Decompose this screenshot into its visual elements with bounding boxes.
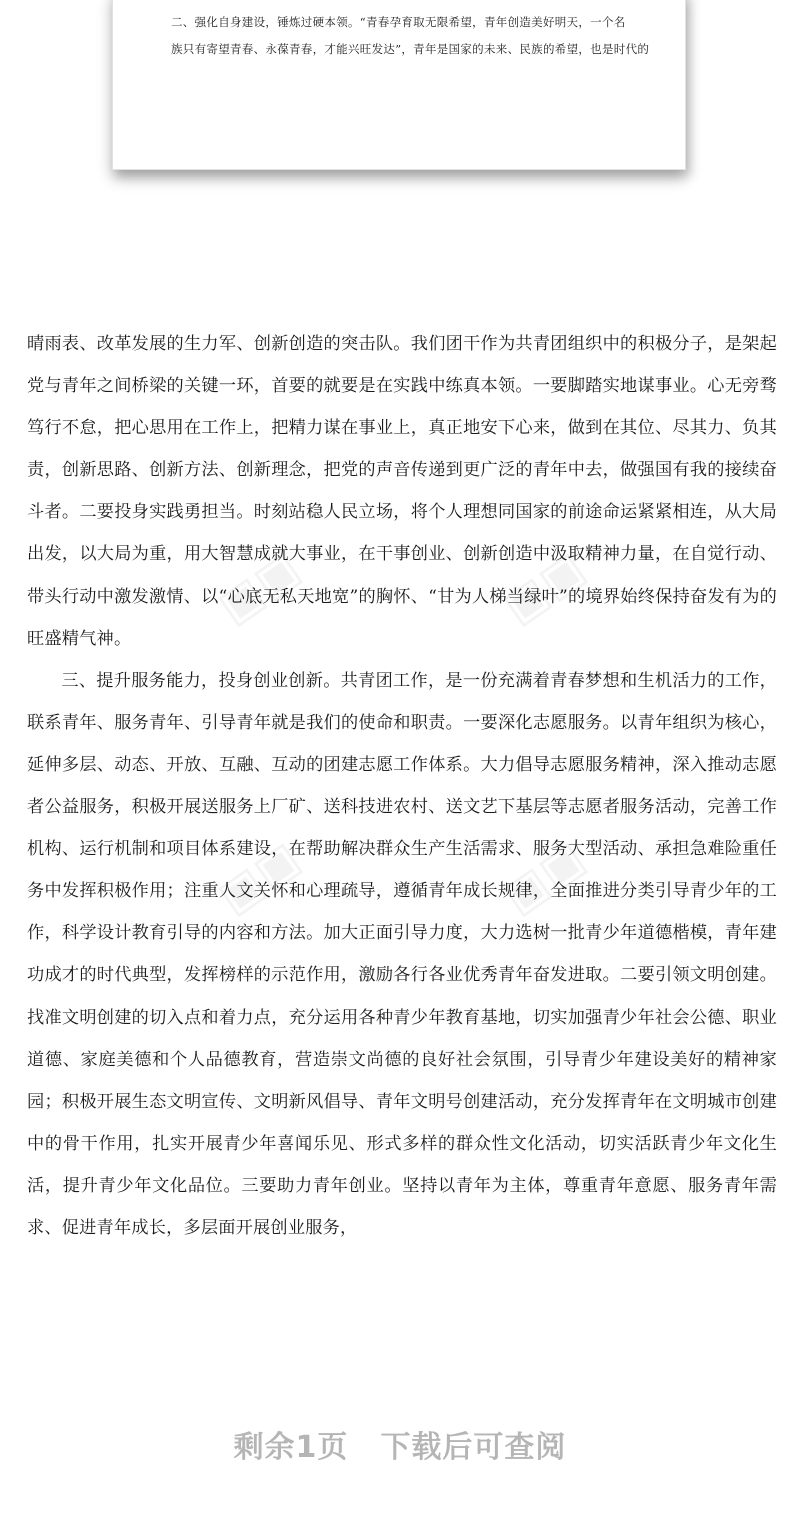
remaining-pages-banner[interactable] [0,1422,800,1466]
paragraph: 三、提升服务能力，投身创业创新。共青团工作，是一份充满着青春梦想和生机活力的工作，联系青年、服务青年、引导青年就是我们的使命和职责。一要深化志愿服务。以青年组织为核心，延伸多层、动态、开放、互融、互动的团建志愿工作体系。大力倡导志愿服务精神，深入推动志愿者公益服务，积极开展送服务上厂矿、送科技进农村、送文艺下基层等志愿者服务活动，完善工作机构、运行机制和项目体系建设，在帮助解决群众生产生活需求、服务大型活动、承担急难险重任务中发挥积极作用；注重人文关怀和心理疏导，遵循青年成长规律，全面推进分类引导青少年的工作，科学设计教育引导的内容和方法。加大正面引导力度，大力选树一批青少年道德楷模，青年建功成才的时代典型，发挥榜样的示范作用，激励各行各业优秀青年奋发进取。二要引领文明创建。找准文明创建的切入点和着力点，充分运用各种青少年教育基地，切实加强青少年社会公德、职业道德、家庭美德和个人品德教育，营造崇文尚德的良好社会氛围，引导青少年建设美好的精神家园；积极开展生态文明宣传、文明新风倡导、青年文明号创建活动，充分发挥青年在文明城市创建中的骨干作用，扎实开展青少年喜闻乐见、形式多样的群众性文化活动，切实活跃青少年文化生活，提升青少年文化品位。三要助力青年创业。坚持以青年为主体，尊重青年意愿、服务青年需求、促进青年成长，多层面开展创业服务， [27,670,777,1238]
watermark-mark: ▣▣ [492,539,595,635]
preview-line: 族只有寄望青春、永葆青春，才能兴旺发达”，青年是国家的未来、民族的希望，也是时代的 [171,42,650,56]
preview-text [171,9,661,63]
watermark-mark: ▣▣ [207,539,310,635]
document-body [27,323,777,1249]
watermark-mark: ▣▣ [492,829,595,925]
watermark-mark: ▣▣ [207,829,310,925]
preview-page-card [112,0,686,170]
download-hint-label: 下载后可查阅 [380,1430,567,1465]
paragraph: 晴雨表、改革发展的生力军、创新创造的突击队。我们团干作为共青团组织中的积极分子，是架起党与青年之间桥梁的关键一环，首要的就要是在实践中练真本领。一要脚踏实地谋事业。心无旁骛笃行不怠，把心思用在工作上，把精力谋在事业上，真正地安下心来，做到在其位、尽其力、负其责，创新思路、创新方法、创新理念，把党的声音传递到更广泛的青年中去，做强国有我的接续奋斗者。二要投身实践勇担当。时刻站稳人民立场，将个人理想同国家的前途命运紧紧相连，从大局出发，以大局为重，用大智慧成就大事业，在干事创业、创新创造中汲取精神力量，在自觉行动、带头行动中激发激情、以“心底无私天地宽”的胸怀、“甘为人梯当绿叶”的境界始终保持奋发有为的旺盛精气神。 [27,334,777,649]
preview-line: 二、强化自身建设，锤炼过硬本领。“青春孕育取无限希望，青年创造美好明天，一个名 [171,15,626,29]
remaining-pages-label: 剩余1页 [233,1430,349,1465]
